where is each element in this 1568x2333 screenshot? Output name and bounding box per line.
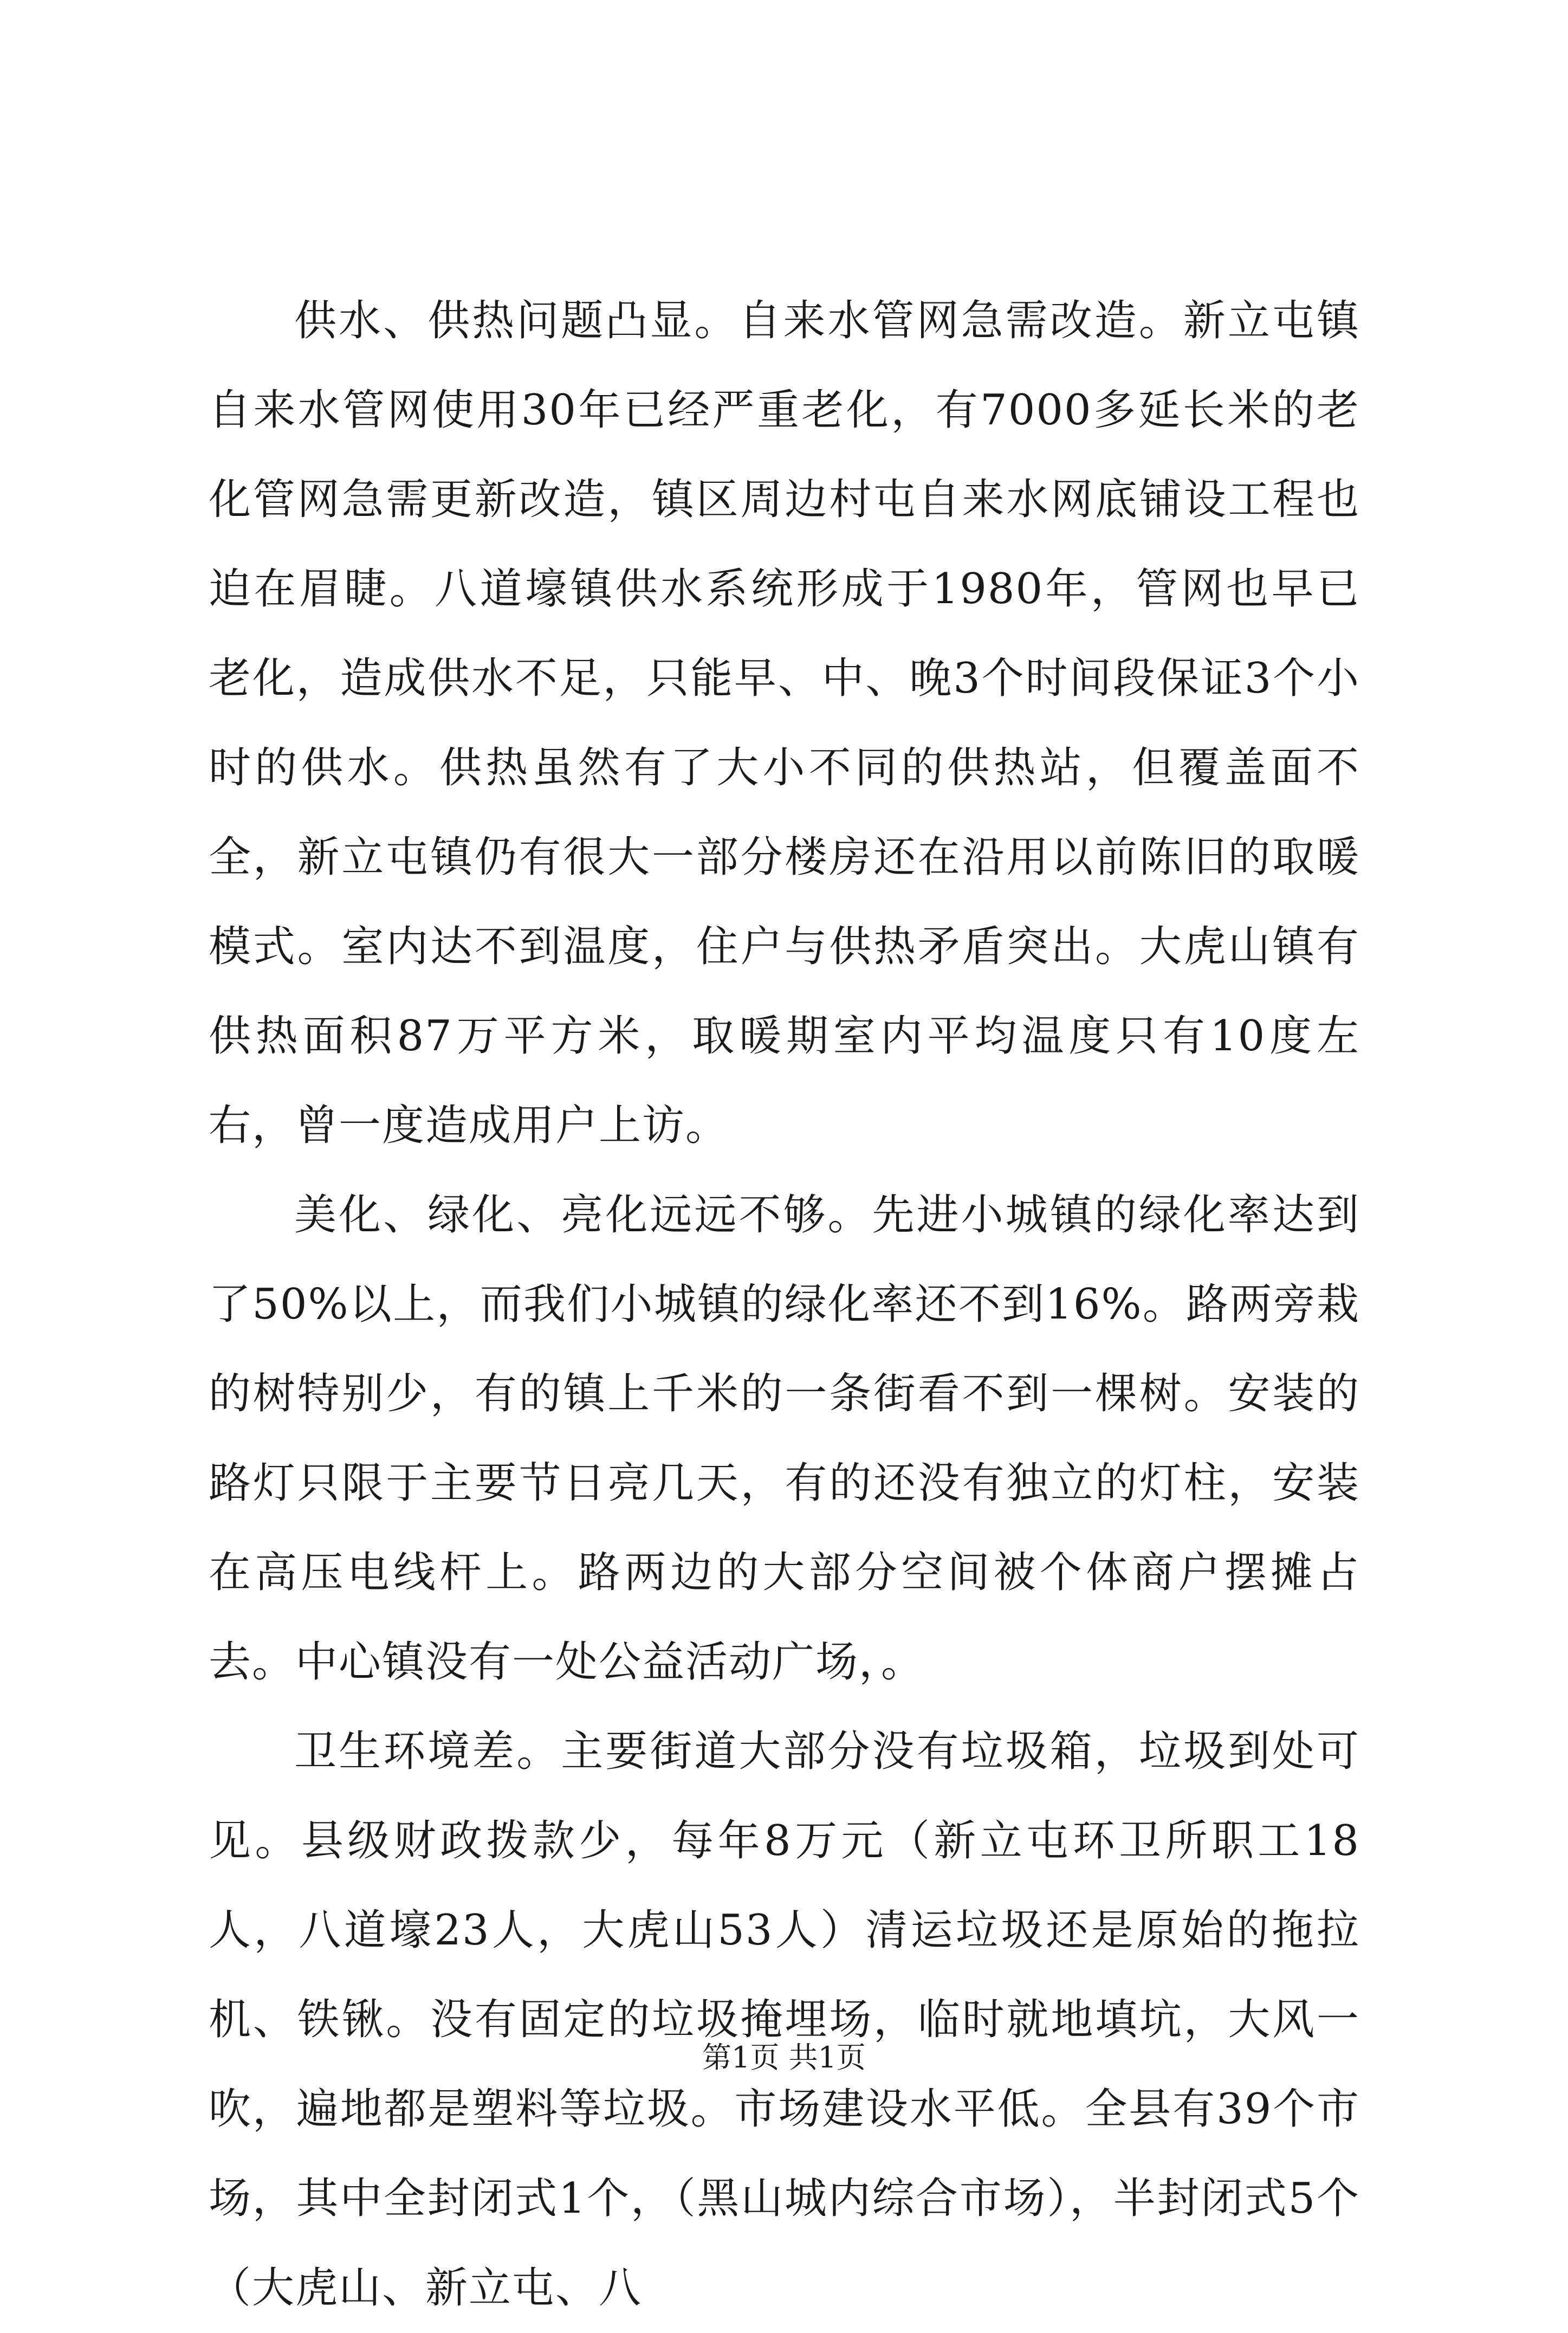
paragraph-sanitation: 卫生环境差。主要街道大部分没有垃圾箱，垃圾到处可见。县级财政拨款少，每年8万元（新立屯环卫所职工18人，八道壕23人，大虎山53人）清运垃圾还是原始的拖拉机、铁锹。没有固定的垃圾掩埋场，临时就地填坑，大风一吹，遍地都是塑料等垃圾。市场建设水平低。全县有39个市场，其中全封闭式1个，（黑山城内综合市场），半封闭式5个（大虎山、新立屯、八 [209, 1727, 1360, 2312]
paragraph-water-heating: 供水、供热问题凸显。自来水管网急需改造。新立屯镇自来水管网使用30年已经严重老化，有7000多延长米的老化管网急需更新改造，镇区周边村屯自来水网底铺设工程也迫在眉睫。八道壕镇供水系统形成于1980年，管网也早已老化，造成供水不足，只能早、中、晚3个时间段保证3个小时的供水。供热虽然有了大小不同的供热站，但覆盖面不全，新立屯镇仍有很大一部分楼房还在沿用以前陈旧的取暖模式。室内达不到温度，住户与供热矛盾突出。大虎山镇有供热面积87万平方米，取暖期室内平均温度只有10度左右，曾一度造成用户上访。 [209, 296, 1360, 1150]
page-footer [0, 2039, 1568, 2077]
page-number-label: 第1页 共1页 [702, 2040, 866, 2075]
document-body [209, 276, 1360, 2333]
paragraph-greening-lighting: 美化、绿化、亮化远远不够。先进小城镇的绿化率达到了50%以上，而我们小城镇的绿化率还不到16%。路两旁栽的树特别少，有的镇上千米的一条街看不到一棵树。安装的路灯只限于主要节日亮几天，有的还没有独立的灯柱，安装在高压电线杆上。路两边的大部分空间被个体商户摆摊占去。中心镇没有一处公益活动广场，。 [209, 1191, 1360, 1686]
